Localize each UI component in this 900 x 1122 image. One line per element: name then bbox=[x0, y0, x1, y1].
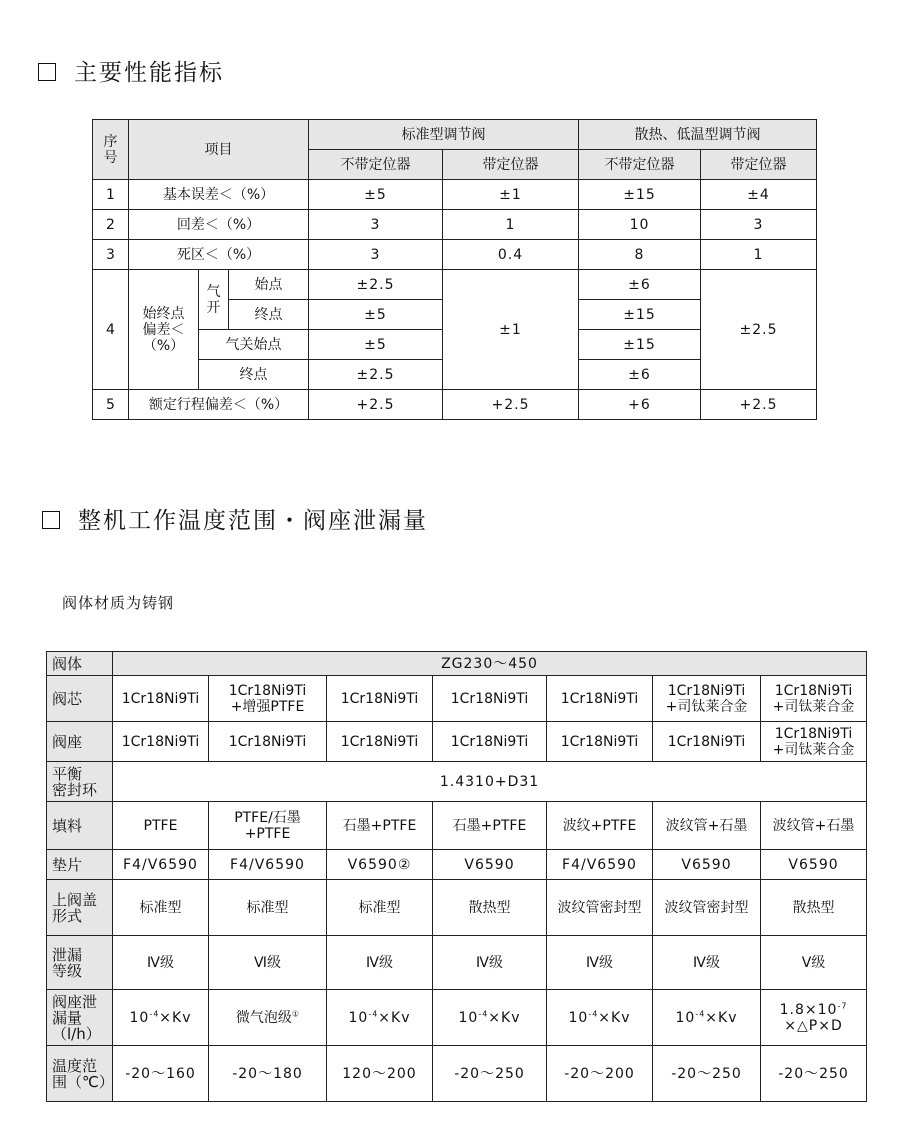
cell: 1.4310+D31 bbox=[113, 762, 867, 802]
cell bbox=[761, 990, 867, 1046]
section2-title-text: 整机工作温度范围・阀座泄漏量 bbox=[78, 508, 428, 534]
cell bbox=[547, 990, 653, 1046]
row-item: 回差＜（%） bbox=[129, 210, 309, 240]
cell: 石墨+PTFE bbox=[433, 802, 547, 850]
header-no: 序 号 bbox=[93, 120, 129, 180]
micro-bubble-text: 微气泡级 bbox=[235, 1009, 292, 1026]
table-row bbox=[47, 652, 867, 676]
cell: -20～180 bbox=[209, 1046, 327, 1102]
cell: Ⅳ级 bbox=[547, 936, 653, 990]
cell: ±6 bbox=[579, 360, 701, 390]
footnote-mark: ① bbox=[291, 1008, 300, 1018]
cell: 波纹管密封型 bbox=[653, 880, 761, 936]
air-close-start-label: 气关始点 bbox=[199, 330, 309, 360]
section2-subtitle: 阀体材质为铸钢 bbox=[62, 594, 175, 612]
header-heat-group: 散热、低温型调节阀 bbox=[579, 120, 817, 150]
cell: 散热型 bbox=[433, 880, 547, 936]
cell: ±2.5 bbox=[309, 360, 443, 390]
header-with-positioner: 带定位器 bbox=[443, 150, 579, 180]
leak-suffix: ×Kv bbox=[159, 1009, 192, 1026]
cell: 3 bbox=[701, 210, 817, 240]
air-open-label bbox=[199, 270, 229, 330]
cell: -20～200 bbox=[547, 1046, 653, 1102]
cell: 1 bbox=[443, 210, 579, 240]
table-row bbox=[93, 180, 817, 210]
row4-label-b: 偏差＜ bbox=[142, 321, 185, 338]
leak-label-b: 漏量 bbox=[52, 1008, 83, 1027]
table-row bbox=[47, 936, 867, 990]
table-row bbox=[47, 1046, 867, 1102]
section2-title bbox=[42, 502, 428, 535]
row-label: 阀座 bbox=[47, 722, 113, 762]
cell bbox=[209, 990, 327, 1046]
cell: ±15 bbox=[579, 330, 701, 360]
cell: F4/V6590 bbox=[113, 850, 209, 880]
header-with-positioner: 带定位器 bbox=[701, 150, 817, 180]
row-label: 阀芯 bbox=[47, 676, 113, 722]
cell: -20～250 bbox=[433, 1046, 547, 1102]
cell: PTFE bbox=[113, 802, 209, 850]
cell: 1Cr18Ni9Ti bbox=[113, 676, 209, 722]
row-label: 填料 bbox=[47, 802, 113, 850]
checkbox-square-icon bbox=[42, 511, 60, 529]
table-row bbox=[93, 270, 817, 300]
cell: ±4 bbox=[701, 180, 817, 210]
row-no: 1 bbox=[93, 180, 129, 210]
table-row bbox=[47, 722, 867, 762]
table-row bbox=[47, 850, 867, 880]
cell bbox=[327, 990, 433, 1046]
cell: 1 bbox=[701, 240, 817, 270]
cell: 标准型 bbox=[327, 880, 433, 936]
cell: ±2.5 bbox=[309, 270, 443, 300]
table-row bbox=[47, 676, 867, 722]
cell: 1Cr18Ni9Ti bbox=[209, 722, 327, 762]
cell: V6590 bbox=[653, 850, 761, 880]
row-no: 3 bbox=[93, 240, 129, 270]
table-row bbox=[47, 762, 867, 802]
end-point-label: 终点 bbox=[199, 360, 309, 390]
cell: PTFE/石墨 +PTFE bbox=[209, 802, 327, 850]
cell: 3 bbox=[309, 240, 443, 270]
cell: ±5 bbox=[309, 180, 443, 210]
cell: ±2.5 bbox=[701, 270, 817, 390]
row-no: 4 bbox=[93, 270, 129, 390]
temperature-leakage-table bbox=[46, 651, 867, 1102]
leak-label-a: 阀座泄 bbox=[52, 992, 98, 1011]
leak-base: 10 bbox=[348, 1009, 369, 1026]
row-item: 死区＜（%） bbox=[129, 240, 309, 270]
leak-exp: -4 bbox=[149, 1008, 160, 1018]
performance-table bbox=[92, 119, 817, 420]
cell: Ⅳ级 bbox=[113, 936, 209, 990]
cell: 波纹管+石墨 bbox=[653, 802, 761, 850]
header-no-positioner: 不带定位器 bbox=[309, 150, 443, 180]
cell: Ⅳ级 bbox=[433, 936, 547, 990]
cell: 1Cr18Ni9Ti +增强PTFE bbox=[209, 676, 327, 722]
row-item: 额定行程偏差＜（%） bbox=[129, 390, 309, 420]
cell: 石墨+PTFE bbox=[327, 802, 433, 850]
cell bbox=[433, 990, 547, 1046]
cell: 1Cr18Ni9Ti bbox=[433, 676, 547, 722]
table-row bbox=[47, 802, 867, 850]
section1-title bbox=[38, 54, 224, 87]
cell: Ⅵ级 bbox=[209, 936, 327, 990]
table-row bbox=[93, 390, 817, 420]
row4-label-a: 始终点 bbox=[142, 305, 185, 322]
cell: 1Cr18Ni9Ti bbox=[653, 722, 761, 762]
cell: 散热型 bbox=[761, 880, 867, 936]
cell: 1Cr18Ni9Ti +司钛莱合金 bbox=[761, 722, 867, 762]
start-point-label: 始点 bbox=[229, 270, 309, 300]
cell: ±15 bbox=[579, 300, 701, 330]
leak-col7-exp: -7 bbox=[837, 1000, 848, 1010]
row4-label-c: （%） bbox=[142, 337, 185, 354]
cell: 标准型 bbox=[113, 880, 209, 936]
cell: V6590 bbox=[433, 850, 547, 880]
cell: 波纹+PTFE bbox=[547, 802, 653, 850]
table-row bbox=[93, 240, 817, 270]
cell: 1Cr18Ni9Ti bbox=[327, 676, 433, 722]
table-row bbox=[47, 990, 867, 1046]
row-label: 温度范 围（℃） bbox=[47, 1046, 113, 1102]
cell: 标准型 bbox=[209, 880, 327, 936]
checkbox-square-icon bbox=[38, 63, 56, 81]
row-label: 垫片 bbox=[47, 850, 113, 880]
row-label bbox=[47, 990, 113, 1046]
table-row bbox=[93, 210, 817, 240]
cell: 1Cr18Ni9Ti bbox=[327, 722, 433, 762]
cell: 10 bbox=[579, 210, 701, 240]
cell: Ⅳ级 bbox=[327, 936, 433, 990]
cell: Ⅴ级 bbox=[761, 936, 867, 990]
cell bbox=[113, 990, 209, 1046]
end-point-label: 终点 bbox=[229, 300, 309, 330]
leak-suffix: ×Kv bbox=[705, 1009, 738, 1026]
cell: 120～200 bbox=[327, 1046, 433, 1102]
cell: 波纹管密封型 bbox=[547, 880, 653, 936]
cell: Ⅳ级 bbox=[653, 936, 761, 990]
cell: ±15 bbox=[579, 180, 701, 210]
cell: 1Cr18Ni9Ti bbox=[547, 722, 653, 762]
cell: ±6 bbox=[579, 270, 701, 300]
leak-exp: -4 bbox=[368, 1008, 379, 1018]
leak-base: 10 bbox=[568, 1009, 589, 1026]
row-label: 泄漏 等级 bbox=[47, 936, 113, 990]
cell: -20～250 bbox=[653, 1046, 761, 1102]
cell: ±1 bbox=[443, 270, 579, 390]
cell: 8 bbox=[579, 240, 701, 270]
cell: 1Cr18Ni9Ti +司钛莱合金 bbox=[653, 676, 761, 722]
cell: +6 bbox=[579, 390, 701, 420]
cell: 1Cr18Ni9Ti +司钛莱合金 bbox=[761, 676, 867, 722]
row-label: 上阀盖 形式 bbox=[47, 880, 113, 936]
cell: 3 bbox=[309, 210, 443, 240]
cell: +2.5 bbox=[309, 390, 443, 420]
table-row bbox=[47, 880, 867, 936]
cell: ZG230～450 bbox=[113, 652, 867, 676]
row-label: 阀体 bbox=[47, 652, 113, 676]
section1-title-text: 主要性能指标 bbox=[74, 60, 224, 86]
cell: ±5 bbox=[309, 330, 443, 360]
cell: F4/V6590 bbox=[547, 850, 653, 880]
row-label: 平衡 密封环 bbox=[47, 762, 113, 802]
leak-base: 10 bbox=[129, 1009, 150, 1026]
cell: 0.4 bbox=[443, 240, 579, 270]
leak-col7-a: 1.8×10 bbox=[779, 1001, 838, 1018]
cell: +2.5 bbox=[443, 390, 579, 420]
cell: V6590 bbox=[761, 850, 867, 880]
cell: F4/V6590 bbox=[209, 850, 327, 880]
cell: 波纹管+石墨 bbox=[761, 802, 867, 850]
header-std-group: 标准型调节阀 bbox=[309, 120, 579, 150]
cell: V6590② bbox=[327, 850, 433, 880]
air-open-a: 气 bbox=[206, 283, 221, 300]
leak-exp: -4 bbox=[478, 1008, 489, 1018]
cell: 1Cr18Ni9Ti bbox=[547, 676, 653, 722]
row-no: 2 bbox=[93, 210, 129, 240]
leak-col7-b: ×△P×D bbox=[784, 1017, 843, 1034]
leak-suffix: ×Kv bbox=[488, 1009, 521, 1026]
cell: ±5 bbox=[309, 300, 443, 330]
row4-label bbox=[129, 270, 199, 390]
cell: -20～160 bbox=[113, 1046, 209, 1102]
cell: +2.5 bbox=[701, 390, 817, 420]
header-no-positioner: 不带定位器 bbox=[579, 150, 701, 180]
leak-suffix: ×Kv bbox=[598, 1009, 631, 1026]
leak-base: 10 bbox=[675, 1009, 696, 1026]
leak-exp: -4 bbox=[588, 1008, 599, 1018]
leak-label-c: （l/h） bbox=[52, 1024, 101, 1043]
cell bbox=[653, 990, 761, 1046]
row-no: 5 bbox=[93, 390, 129, 420]
cell: 1Cr18Ni9Ti bbox=[433, 722, 547, 762]
cell: -20～250 bbox=[761, 1046, 867, 1102]
air-open-b: 开 bbox=[206, 299, 221, 316]
leak-exp: -4 bbox=[695, 1008, 706, 1018]
row-item: 基本误差＜（%） bbox=[129, 180, 309, 210]
header-item: 项目 bbox=[129, 120, 309, 180]
cell: 1Cr18Ni9Ti bbox=[113, 722, 209, 762]
leak-suffix: ×Kv bbox=[378, 1009, 411, 1026]
leak-base: 10 bbox=[458, 1009, 479, 1026]
cell: ±1 bbox=[443, 180, 579, 210]
